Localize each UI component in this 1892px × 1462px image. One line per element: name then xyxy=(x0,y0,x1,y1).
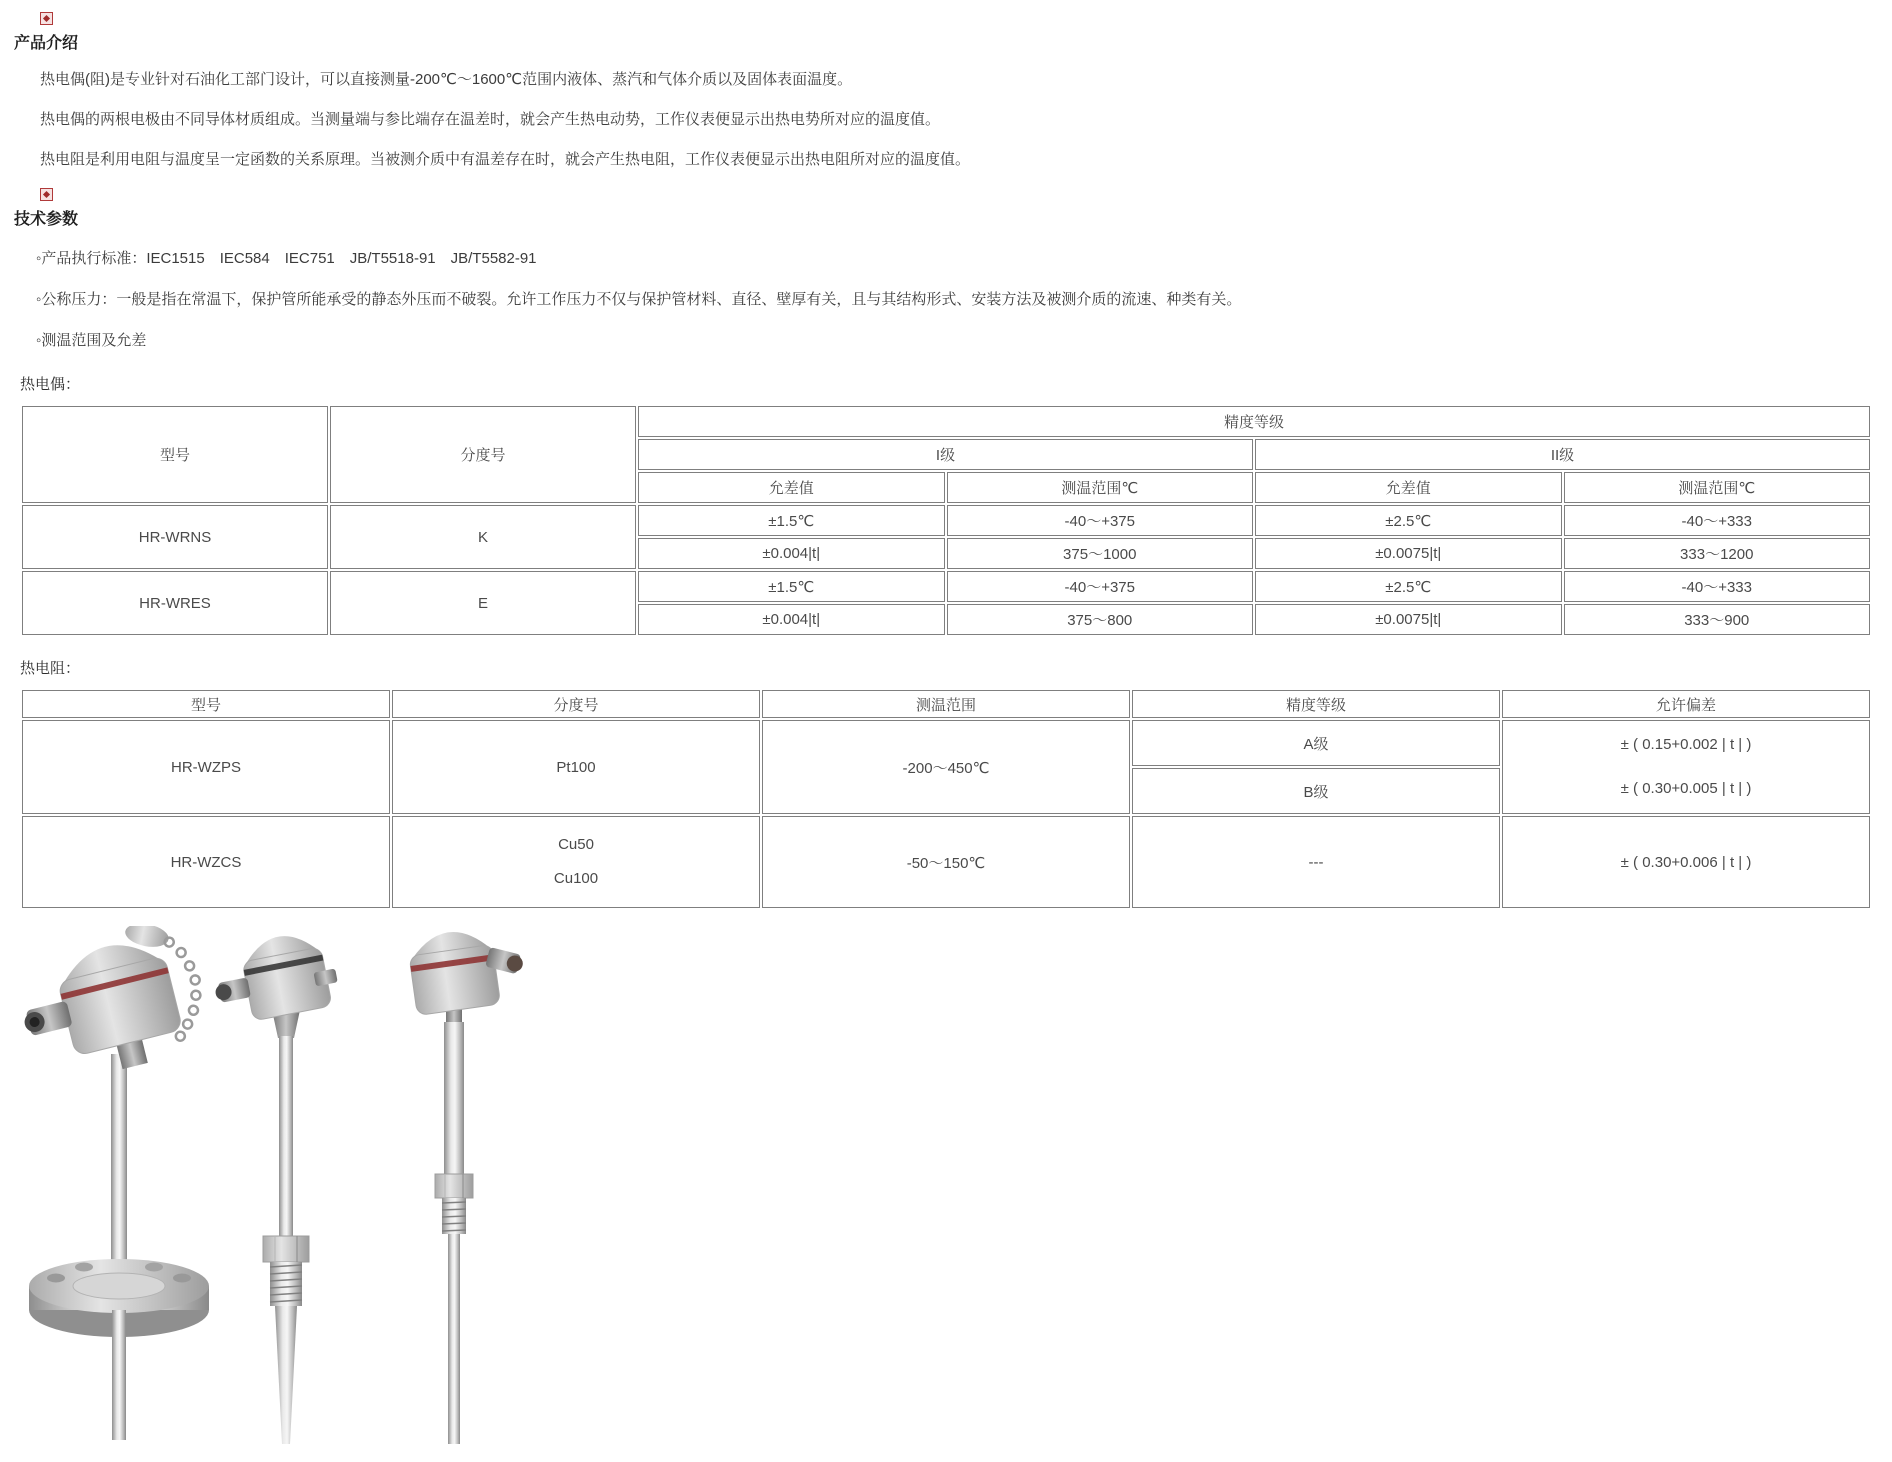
rtd-row1-graduation: Pt100 xyxy=(392,720,760,814)
thermocouple-table xyxy=(20,404,1872,637)
tc-header-range-2: 测温范围℃ xyxy=(1564,472,1871,503)
rtd-row2-class: --- xyxy=(1132,816,1500,908)
tech-bullet-range: ◦测温范围及允差 xyxy=(36,332,147,349)
tc-cell: 375～1000 xyxy=(947,538,1254,569)
rtd-header-deviation: 允许偏差 xyxy=(1502,690,1870,718)
rtd-table xyxy=(20,688,1872,910)
rtd-row2-deviation: ± ( 0.30+0.006 | t | ) xyxy=(1502,816,1870,908)
table-row xyxy=(22,720,1870,766)
tc-header-tolerance-1: 允差值 xyxy=(638,472,945,503)
tc-cell: ±1.5℃ xyxy=(638,571,945,602)
tc-cell: ±0.0075|t| xyxy=(1255,538,1562,569)
rtd-row1-class-b: B级 xyxy=(1132,768,1500,814)
tc-cell: ±0.004|t| xyxy=(638,538,945,569)
product-photos xyxy=(14,926,1872,1461)
table-row xyxy=(22,571,1870,602)
sensor-tapered-thread-type xyxy=(207,927,342,1444)
sensor-threaded-gland-type xyxy=(407,926,532,1444)
tc-cell: -40～+333 xyxy=(1564,505,1871,536)
tech-bullets xyxy=(14,238,1872,361)
tc-header-class-1: I级 xyxy=(638,439,1253,470)
tc-header-model: 型号 xyxy=(22,406,328,503)
tech-bullet-standards: ◦产品执行标准：IEC1515 IEC584 IEC751 JB/T5518-91 JB/T5582-91 xyxy=(36,250,537,267)
tc-row1-model: HR-WRNS xyxy=(22,505,328,569)
table-row xyxy=(22,505,1870,536)
red-diamond-ornament-icon xyxy=(40,188,53,201)
thermocouple-table-label: 热电偶： xyxy=(20,376,81,393)
rtd-row2-model: HR-WZCS xyxy=(22,816,390,908)
intro-title: 产品介绍 xyxy=(14,35,79,52)
tc-header-graduation: 分度号 xyxy=(330,406,636,503)
intro-paragraph-3: 热电阻是利用电阻与温度呈一定函数的关系原理。当被测介质中有温差存在时，就会产生热电阻，工作仪表便显示出热电阻所对应的温度值。 xyxy=(40,151,971,168)
tc-cell: ±2.5℃ xyxy=(1255,505,1562,536)
rtd-row1-deviation xyxy=(1502,720,1870,814)
rtd-header-model: 型号 xyxy=(22,690,390,718)
tc-header-accuracy: 精度等级 xyxy=(638,406,1870,437)
rtd-row2-graduation-2: Cu100 xyxy=(553,870,599,887)
rtd-row1-deviation-a: ± ( 0.15+0.002 | t | ) xyxy=(1620,736,1752,753)
tech-title: 技术参数 xyxy=(14,211,79,228)
tc-cell: 333～1200 xyxy=(1564,538,1871,569)
rtd-row1-range: -200～450℃ xyxy=(762,720,1130,814)
tc-cell: ±1.5℃ xyxy=(638,505,945,536)
tc-cell: ±0.0075|t| xyxy=(1255,604,1562,635)
tech-bullet-pressure: ◦公称压力：一般是指在常温下，保护管所能承受的静态外压而不破裂。允许工作压力不仅与保护管材料、直径、壁厚有关，且与其结构形式、安装方法及被测介质的流速、种类有关。 xyxy=(36,291,1242,308)
rtd-row2-range: -50～150℃ xyxy=(762,816,1130,908)
product-photos-image xyxy=(14,926,544,1456)
intro-paragraph-1: 热电偶(阻)是专业针对石油化工部门设计，可以直接测量-200℃～1600℃范围内液体、蒸汽和气体介质以及固体表面温度。 xyxy=(40,71,853,88)
sensor-flange-type xyxy=(14,926,216,1440)
tc-row2-graduation: E xyxy=(330,571,636,635)
tc-cell: -40～+333 xyxy=(1564,571,1871,602)
intro-paragraphs xyxy=(14,60,1872,180)
tc-cell: 375～800 xyxy=(947,604,1254,635)
rtd-header-graduation: 分度号 xyxy=(392,690,760,718)
rtd-header-accuracy: 精度等级 xyxy=(1132,690,1500,718)
rtd-row2-graduation-1: Cu50 xyxy=(558,836,594,853)
rtd-row1-model: HR-WZPS xyxy=(22,720,390,814)
tc-row2-model: HR-WRES xyxy=(22,571,328,635)
tc-cell: 333～900 xyxy=(1564,604,1871,635)
tc-header-tolerance-2: 允差值 xyxy=(1255,472,1562,503)
intro-paragraph-2: 热电偶的两根电极由不同导体材质组成。当测量端与参比端存在温差时，就会产生热电动势，工作仪表便显示出热电势所对应的温度值。 xyxy=(40,111,941,128)
tc-row1-graduation: K xyxy=(330,505,636,569)
rtd-row1-deviation-b: ± ( 0.30+0.005 | t | ) xyxy=(1620,780,1752,797)
table-row xyxy=(22,816,1870,908)
tc-cell: -40～+375 xyxy=(947,505,1254,536)
rtd-row1-class-a: A级 xyxy=(1132,720,1500,766)
tc-cell: ±0.004|t| xyxy=(638,604,945,635)
rtd-row2-graduation xyxy=(392,816,760,908)
rtd-table-label: 热电阻： xyxy=(20,660,81,677)
tc-cell: ±2.5℃ xyxy=(1255,571,1562,602)
tc-cell: -40～+375 xyxy=(947,571,1254,602)
red-diamond-ornament-icon xyxy=(40,12,53,25)
rtd-header-range: 测温范围 xyxy=(762,690,1130,718)
tc-header-range-1: 测温范围℃ xyxy=(947,472,1254,503)
tc-header-class-2: II级 xyxy=(1255,439,1870,470)
